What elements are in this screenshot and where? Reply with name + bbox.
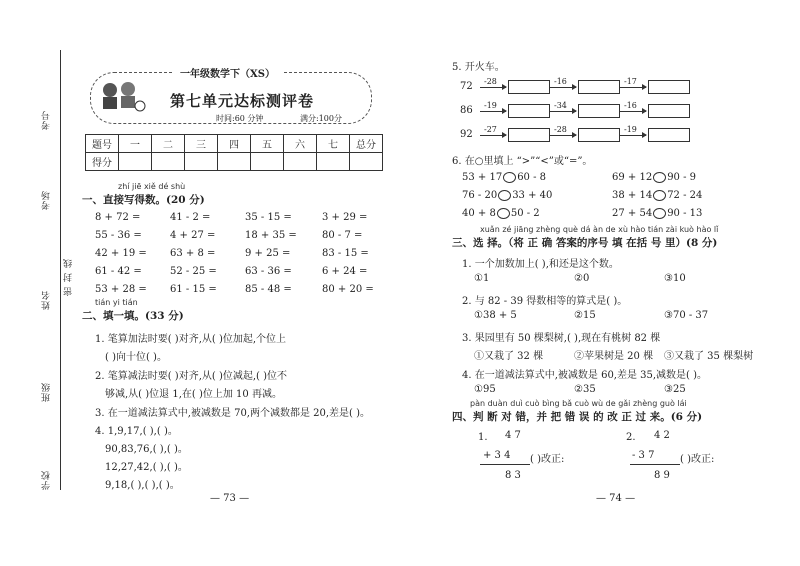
sec3-q4: 4. 在一道减法算式中,被减数是 60,差是 35,减数是( )。 — [462, 370, 708, 381]
train-arrow — [620, 135, 646, 136]
table-cell: 总分 — [350, 135, 383, 153]
sec1-problem[interactable]: 61 - 42 = — [95, 266, 142, 277]
compare-circle[interactable] — [498, 190, 511, 201]
sec4-p2-answer[interactable]: ( )改正: — [680, 454, 715, 465]
page-number-right: — 74 — — [596, 493, 636, 504]
sec2-q1-line2: ( )向十位( )。 — [105, 352, 167, 363]
sec1-problem[interactable]: 41 - 2 = — [170, 212, 211, 223]
train-op-label: -28 — [554, 125, 567, 134]
sec1-problem[interactable]: 8 + 72 = — [95, 212, 141, 223]
full-score: 满分:100分 — [300, 114, 342, 123]
compare-circle[interactable] — [497, 208, 510, 219]
grade-label: 一年级数学下（XS） — [172, 65, 283, 80]
binding-label-seal: 密 封 线 — [64, 258, 74, 296]
sec2-q2-line2: 够减,从( )位退 1,在( )位上加 10 再减。 — [105, 389, 282, 400]
compare-right: 60 - 8 — [517, 172, 547, 183]
train-arrow — [550, 87, 576, 88]
compare-left: 27 + 54 — [612, 208, 653, 219]
binding-label-name: 姓名 — [42, 290, 52, 310]
compare-right: 72 - 24 — [667, 190, 703, 201]
sec3-q1: 1. 一个加数加上( ),和还是这个数。 — [462, 259, 619, 270]
binding-label-class: 班级 — [42, 382, 52, 402]
train-arrow — [620, 111, 646, 112]
sec3-q3-opt[interactable]: ③又栽了 35 棵梨树 — [664, 351, 754, 362]
train-arrow — [480, 135, 506, 136]
sec3-q3-opt[interactable]: ②苹果树是 20 棵 — [574, 351, 654, 362]
sec3-q2-opt[interactable]: ③70 - 37 — [664, 310, 709, 321]
table-cell: 四 — [218, 135, 251, 153]
train-op-label: -17 — [624, 77, 637, 86]
train-arrow — [550, 135, 576, 136]
sec3-q1-opt[interactable]: ③10 — [664, 273, 686, 284]
sec1-problem[interactable]: 9 + 25 = — [245, 248, 291, 259]
train-start: 72 — [460, 81, 473, 92]
compare-left: 76 - 20 — [462, 190, 498, 201]
score-table — [85, 134, 383, 171]
train-arrow — [620, 87, 646, 88]
sec2-q4-line4: 9,18,( ),( ),( )。 — [105, 480, 180, 491]
compare-circle[interactable] — [653, 208, 666, 219]
sec2-title: 二、填一填。(33 分) — [82, 310, 184, 322]
compare-problem — [612, 190, 702, 201]
sec1-problem[interactable]: 63 - 36 = — [245, 266, 292, 277]
time-limit: 时间:60 分钟 — [216, 114, 264, 123]
sec4-p1-answer[interactable]: ( )改正: — [530, 454, 565, 465]
sec2-pinyin: tián yi tián — [95, 298, 138, 307]
sec3-q3-opt[interactable]: ①又栽了 32 棵 — [474, 351, 544, 362]
train-arrow — [480, 111, 506, 112]
compare-left: 38 + 14 — [612, 190, 653, 201]
compare-left: 40 + 8 — [462, 208, 496, 219]
score-table-row — [86, 153, 383, 171]
train-op-label: -16 — [554, 77, 567, 86]
sec1-problem[interactable]: 42 + 19 = — [95, 248, 147, 259]
sec1-problem[interactable]: 53 + 28 = — [95, 284, 147, 295]
compare-problem — [612, 208, 702, 219]
train-op-label: -28 — [484, 77, 497, 86]
table-cell: 七 — [317, 135, 350, 153]
compare-left: 53 + 17 — [462, 172, 503, 183]
sec4-p2-top: 4 2 — [654, 430, 670, 441]
sec4-p1-line — [480, 464, 530, 465]
compare-right: 33 + 40 — [512, 190, 553, 201]
sec3-q4-opt[interactable]: ③25 — [664, 384, 686, 395]
train-answer-box[interactable] — [648, 80, 690, 94]
binding-label-exam-no: 考号 — [42, 110, 52, 130]
sec4-title: 四、判 断 对 错，并 把 错 误 的 改 正 过 来。(6 分) — [452, 411, 703, 423]
sec4-p2-line — [630, 464, 680, 465]
compare-problem — [462, 208, 540, 219]
train-answer-box[interactable] — [578, 128, 620, 142]
sec4-p2-num: 2. — [626, 432, 636, 443]
train-op-label: -34 — [554, 101, 567, 110]
compare-right: 90 - 13 — [667, 208, 703, 219]
train-op-label: -27 — [484, 125, 497, 134]
train-answer-box[interactable] — [578, 80, 620, 94]
score-input-cell[interactable] — [152, 153, 185, 171]
train-arrow — [480, 87, 506, 88]
sec1-problem[interactable]: 80 + 20 = — [322, 284, 374, 295]
sec1-problem[interactable]: 3 + 29 = — [322, 212, 368, 223]
sec1-problem[interactable]: 63 + 8 = — [170, 248, 216, 259]
compare-right: 90 - 9 — [667, 172, 697, 183]
sec3-q3: 3. 果园里有 50 棵梨树,( ),现在有桃树 82 棵 — [462, 333, 661, 344]
table-cell: 六 — [284, 135, 317, 153]
sec3-q4-opt[interactable]: ①95 — [474, 384, 496, 395]
kids-illustration — [98, 80, 148, 116]
train-start: 86 — [460, 105, 473, 116]
table-cell: 三 — [185, 135, 218, 153]
score-input-cell[interactable] — [317, 153, 350, 171]
sec2-q2-line1: 2. 笔算减法时要( )对齐,从( )位减起,( )位不 — [95, 371, 288, 382]
sec3-q2: 2. 与 82 - 39 得数相等的算式是( )。 — [462, 296, 628, 307]
sec1-problem[interactable]: 52 - 25 = — [170, 266, 217, 277]
sec3-q1-opt[interactable]: ②0 — [574, 273, 590, 284]
train-answer-box[interactable] — [508, 128, 550, 142]
binding-line — [60, 50, 61, 490]
sec4-p2-mid: - 3 7 — [632, 450, 655, 461]
sec1-problem[interactable]: 4 + 27 = — [170, 230, 216, 241]
compare-problem — [462, 190, 552, 201]
table-cell: 五 — [251, 135, 284, 153]
sec4-p1-num: 1. — [478, 432, 488, 443]
sec2-q4-line2: 90,83,76,( ),( )。 — [105, 444, 188, 455]
sec6-title: 6. 在○里填上 “>”“<”或“=”。 — [452, 156, 593, 167]
train-answer-box[interactable] — [648, 104, 690, 118]
sec4-p1-mid: + 3 4 — [483, 450, 511, 461]
sec1-title: 一、直接写得数。(20 分) — [82, 194, 205, 206]
sec3-q4-opt[interactable]: ②35 — [574, 384, 596, 395]
compare-circle[interactable] — [653, 190, 666, 201]
page-title: 第七单元达标测评卷 — [170, 92, 315, 110]
score-input-cell[interactable] — [185, 153, 218, 171]
sec1-problem[interactable]: 18 + 35 = — [245, 230, 297, 241]
sec1-pinyin: zhí jiē xiě dé shù — [118, 182, 186, 191]
table-cell: 一 — [119, 135, 152, 153]
sec3-q1-opt[interactable]: ①1 — [474, 273, 490, 284]
sec4-p1-top: 4 7 — [505, 430, 521, 441]
sec2-q3: 3. 在一道减法算式中,被减数是 70,两个减数都是 20,差是( )。 — [95, 408, 371, 419]
train-op-label: -16 — [624, 101, 637, 110]
table-cell: 二 — [152, 135, 185, 153]
table-cell: 题号 — [86, 135, 119, 153]
sec5-title: 5. 开火车。 — [452, 62, 505, 73]
binding-label-room: 考场 — [42, 190, 52, 210]
train-op-label: -19 — [484, 101, 497, 110]
train-answer-box[interactable] — [648, 128, 690, 142]
train-arrow — [550, 111, 576, 112]
sec1-problem[interactable]: 6 + 24 = — [322, 266, 368, 277]
sec1-problem[interactable]: 61 - 15 = — [170, 284, 217, 295]
sec1-problem[interactable]: 83 - 15 = — [322, 248, 369, 259]
compare-problem — [462, 172, 546, 183]
sec1-problem[interactable]: 80 - 7 = — [322, 230, 363, 241]
score-input-cell[interactable] — [218, 153, 251, 171]
compare-problem — [612, 172, 696, 183]
sec4-p2-res: 8 9 — [654, 470, 670, 481]
compare-right: 50 - 2 — [510, 208, 540, 219]
train-start: 92 — [460, 129, 473, 140]
sec3-q2-opt[interactable]: ②15 — [574, 310, 596, 321]
binding-label-school: 学校 — [42, 470, 52, 490]
score-input-cell[interactable] — [119, 153, 152, 171]
sec3-pinyin: xuǎn zé jiāng zhèng què dá àn de xù hào tián zài kuò hào lǐ — [480, 225, 719, 234]
compare-left: 69 + 12 — [612, 172, 653, 183]
compare-circle[interactable] — [653, 172, 666, 183]
train-answer-box[interactable] — [508, 104, 550, 118]
sec3-q2-opt[interactable]: ①38 + 5 — [474, 310, 517, 321]
score-input-cell[interactable] — [350, 153, 383, 171]
train-op-label: -19 — [624, 125, 637, 134]
compare-circle[interactable] — [503, 172, 516, 183]
sec2-q4-line3: 12,27,42,( ),( )。 — [105, 462, 188, 473]
page-number-left: — 73 — — [210, 493, 250, 504]
score-input-cell[interactable] — [251, 153, 284, 171]
sec1-problem[interactable]: 55 - 36 = — [95, 230, 142, 241]
score-table-header — [86, 135, 383, 153]
score-input-cell[interactable] — [284, 153, 317, 171]
table-cell: 得分 — [86, 153, 119, 171]
sec2-q4-line1: 4. 1,9,17,( ),( )。 — [95, 426, 178, 437]
sec1-problem[interactable]: 85 - 48 = — [245, 284, 292, 295]
sec1-problem[interactable]: 35 - 15 = — [245, 212, 292, 223]
sec4-pinyin: pàn duàn duì cuò bìng bǎ cuò wù de gǎi zhèng guò lái — [470, 399, 687, 408]
sec4-p1-res: 8 3 — [505, 470, 521, 481]
train-answer-box[interactable] — [508, 80, 550, 94]
sec2-q1-line1: 1. 笔算加法时要( )对齐,从( )位加起,个位上 — [95, 334, 287, 345]
sec3-title: 三、选 择。（将 正 确 答案的序号 填 在括 号 里）(8 分) — [452, 237, 718, 249]
train-answer-box[interactable] — [578, 104, 620, 118]
